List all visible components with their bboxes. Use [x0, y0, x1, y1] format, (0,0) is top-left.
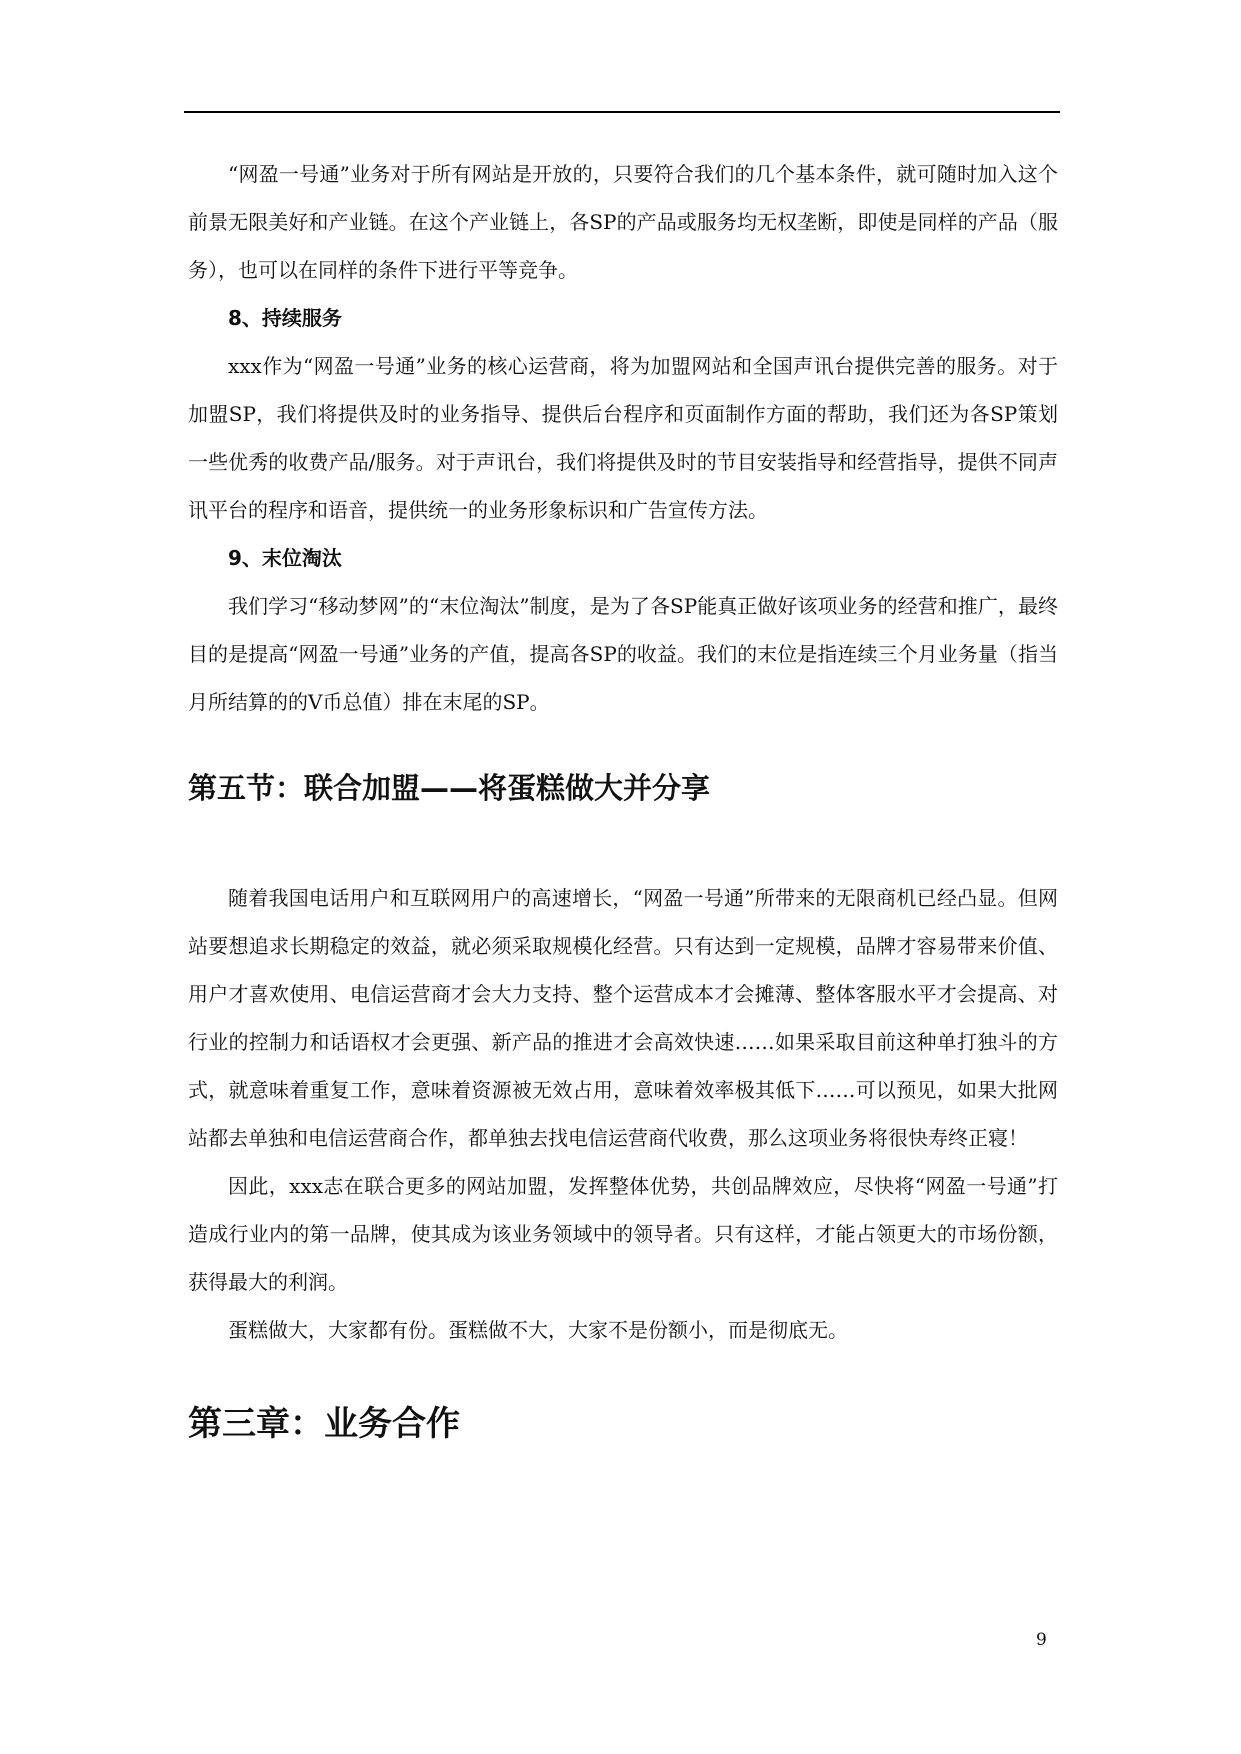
section-5-paragraph-2: 因此，xxx志在联合更多的网站加盟，发挥整体优势，共创品牌效应，尽快将“网盈一号通”打造成行业内的第一品牌，使其成为该业务领域中的领导者。只有这样，才能占领更大的市场份额，获得最大的利润。 [188, 1174, 1058, 1294]
chapter-3-title: 第三章：业务合作 [188, 1404, 460, 1444]
section-5-title: 第五节：联合加盟——将蛋糕做大并分享 [188, 771, 711, 805]
item-8-paragraph: xxx作为“网盈一号通”业务的核心运营商，将为加盟网站和全国声讯台提供完善的服务。对于加盟SP，我们将提供及时的业务指导、提供后台程序和页面制作方面的帮助，我们还为各SP策划一些优秀的收费产品/服务。对于声讯台，我们将提供及时的节目安装指导和经营指导，提供不同声讯平台的程序和语音，提供统一的业务形象标识和广告宣传方法。 [188, 354, 1058, 522]
section-5-paragraph-3: 蛋糕做大，大家都有份。蛋糕做不大，大家不是份额小，而是彻底无。 [228, 1318, 848, 1342]
item-9-paragraph: 我们学习“移动梦网”的“末位淘汰”制度，是为了各SP能真正做好该项业务的经营和推广，最终目的是提高“网盈一号通”业务的产值，提高各SP的收益。我们的末位是指连续三个月业务量（指当月所结算的的V币总值）排在末尾的SP。 [188, 594, 1058, 714]
item-8-heading: 8、持续服务 [228, 306, 342, 330]
page-number: 9 [1036, 1630, 1047, 1650]
header-rule [184, 111, 1060, 113]
intro-paragraph: “网盈一号通”业务对于所有网站是开放的，只要符合我们的几个基本条件，就可随时加入这个前景无限美好和产业链。在这个产业链上，各SP的产品或服务均无权垄断，即使是同样的产品（服务），也可以在同样的条件下进行平等竞争。 [188, 162, 1058, 282]
page-content [188, 150, 1058, 1448]
item-9-heading: 9、末位淘汰 [228, 546, 342, 570]
section-5-paragraph-1: 随着我国电话用户和互联网用户的高速增长，“网盈一号通”所带来的无限商机已经凸显。但网站要想追求长期稳定的效益，就必须采取规模化经营。只有达到一定规模，品牌才容易带来价值、用户才喜欢使用、电信运营商才会大力支持、整个运营成本才会摊薄、整体客服水平才会提高、对行业的控制力和话语权才会更强、新产品的推进才会高效快速……如果采取目前这种单打独斗的方式，就意味着重复工作，意味着资源被无效占用，意味着效率极其低下……可以预见，如果大批网站都去单独和电信运营商合作，都单独去找电信运营商代收费，那么这项业务将很快寿终正寝！ [188, 886, 1058, 1150]
